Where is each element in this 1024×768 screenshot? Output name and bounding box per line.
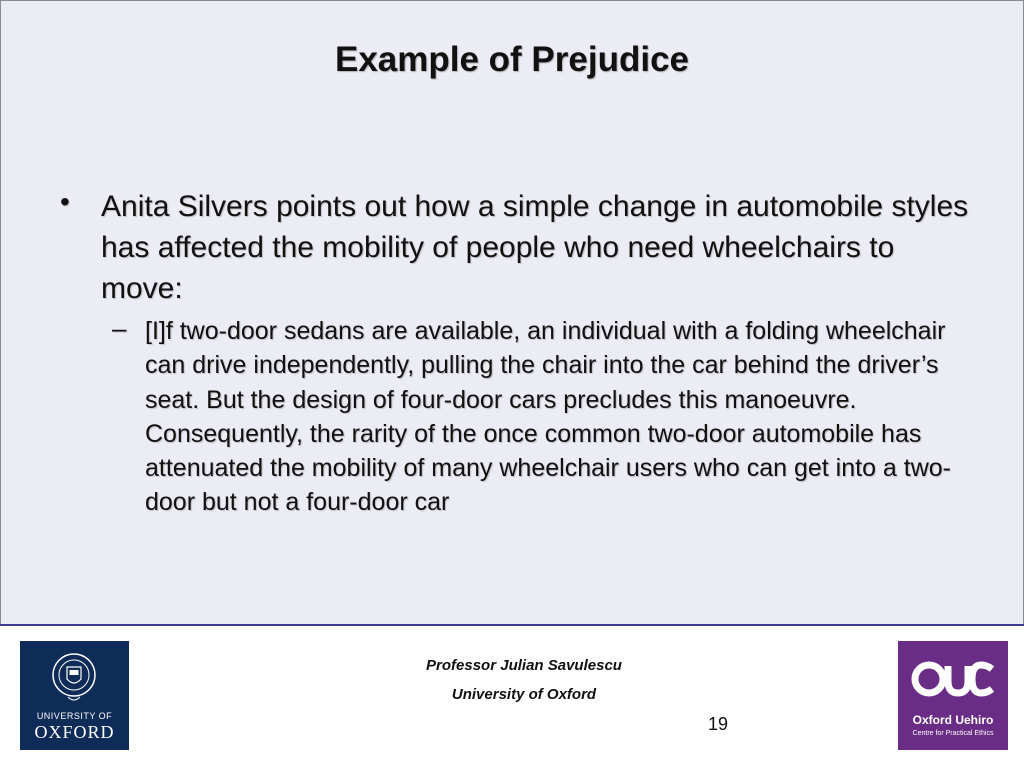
- presenter-institution: University of Oxford: [451, 686, 597, 703]
- uehiro-logo: [898, 641, 1008, 750]
- bullet-text: Anita Silvers points out how a simple change in automobile styles has affected the mobility of people who need wheelchairs to move:: [101, 190, 969, 305]
- slide-title: Example of Prejudice: [334, 40, 690, 79]
- uehiro-logo-line1: Oxford Uehiro: [912, 713, 994, 727]
- sub-bullet-marker: –: [112, 313, 127, 343]
- oxford-crest-icon: [49, 647, 99, 707]
- oxford-logo-line2: OXFORD: [34, 722, 115, 742]
- oxford-logo: [20, 641, 129, 750]
- presenter-name: Professor Julian Savulescu: [426, 657, 622, 674]
- bullet-marker: •: [60, 186, 70, 217]
- page-number: 19: [708, 714, 729, 734]
- uehiro-mark-icon: [908, 655, 998, 707]
- quote-text: [I]f two-door sedans are available, an individual with a folding wheelchair can drive independently, pulling the chair into the car behind the driver’s seat. But the design of four-door cars precludes this manoeuvre. Consequently, the rarity of the once common two-door automobile has attenuated the mobility of many wheelchair users who can get into a two-door but not a four-door car: [145, 317, 951, 517]
- footer-divider: [0, 624, 1024, 626]
- oxford-logo-line1: UNIVERSITY OF: [36, 711, 113, 721]
- uehiro-logo-line2: Centre for Practical Ethics: [912, 730, 994, 737]
